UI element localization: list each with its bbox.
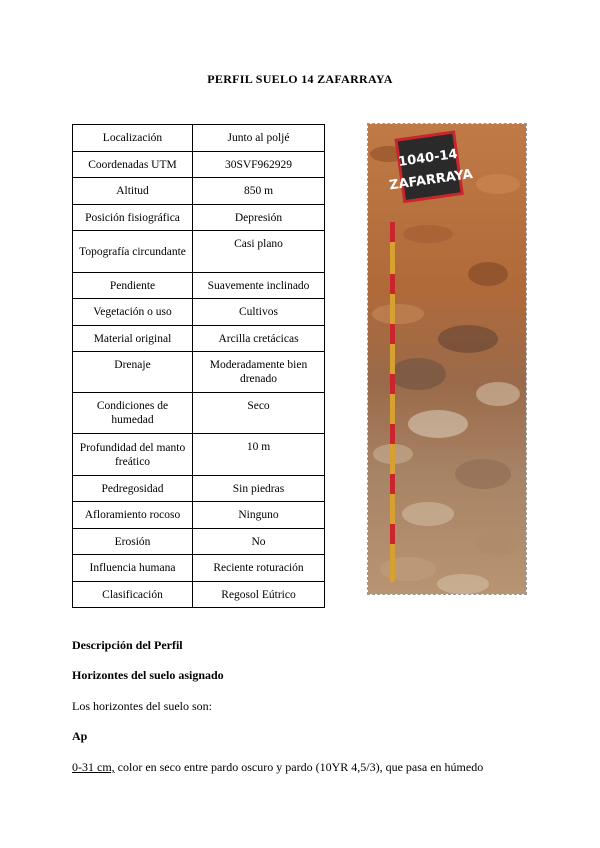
property-label: Coordenadas UTM [73, 152, 193, 178]
property-label: Material original [73, 326, 193, 352]
horizon-text: color en seco entre pardo oscuro y pardo (10YR 4,5/3), que pasa en húmedo [114, 760, 484, 774]
property-label: Afloramiento rocoso [73, 502, 193, 529]
table-row [73, 205, 325, 231]
table-row [73, 178, 325, 205]
property-value: No [193, 529, 325, 555]
horizon-name: Ap [72, 729, 88, 743]
property-value: Junto al poljé [193, 125, 325, 152]
measuring-ruler [390, 222, 395, 582]
table-row [73, 529, 325, 555]
site-properties-table [72, 124, 325, 608]
property-value: 10 m [193, 434, 325, 476]
horizon-description [72, 760, 542, 775]
table-row [73, 125, 325, 152]
sign-label-id: 1040-14 [397, 146, 459, 171]
property-label: Localización [73, 125, 193, 152]
table-row [73, 299, 325, 326]
table-row [73, 152, 325, 178]
table-row [73, 434, 325, 476]
property-value: Arcilla cretácicas [193, 326, 325, 352]
sign-label-place: ZAFARRAYA [388, 166, 474, 194]
table-row [73, 352, 325, 393]
table-row [73, 476, 325, 502]
property-value: Cultivos [193, 299, 325, 326]
property-label: Profundidad del manto freático [73, 434, 193, 476]
property-value: 30SVF962929 [193, 152, 325, 178]
property-label: Posición fisiográfica [73, 205, 193, 231]
property-label: Altitud [73, 178, 193, 205]
property-label: Topografía circundante [73, 231, 193, 273]
table-row [73, 502, 325, 529]
property-value: Ninguno [193, 502, 325, 529]
table-row [73, 555, 325, 582]
table-row [73, 393, 325, 434]
property-value: Reciente roturación [193, 555, 325, 582]
property-label: Clasificación [73, 582, 193, 608]
intro-text: Los horizontes del suelo son: [72, 699, 212, 713]
property-label: Drenaje [73, 352, 193, 393]
property-label: Pedregosidad [73, 476, 193, 502]
property-value: 850 m [193, 178, 325, 205]
page-title: PERFIL SUELO 14 ZAFARRAYA [207, 72, 393, 86]
section-subheading: Horizontes del suelo asignado [72, 668, 224, 682]
property-label: Influencia humana [73, 555, 193, 582]
property-value: Seco [193, 393, 325, 434]
property-value: Casi plano [193, 231, 325, 273]
horizon-depth: 0-31 cm, [72, 760, 115, 774]
property-value: Sin piedras [193, 476, 325, 502]
property-label: Erosión [73, 529, 193, 555]
table-row [73, 582, 325, 608]
soil-profile-photo [367, 123, 527, 595]
property-value: Suavemente inclinado [193, 273, 325, 299]
table-row [73, 273, 325, 299]
property-value: Moderadamente bien drenado [193, 352, 325, 393]
property-value: Regosol Eútrico [193, 582, 325, 608]
table-row [73, 326, 325, 352]
property-label: Condiciones de humedad [73, 393, 193, 434]
property-value: Depresión [193, 205, 325, 231]
table-row [73, 231, 325, 273]
section-heading: Descripción del Perfil [72, 638, 183, 652]
property-label: Pendiente [73, 273, 193, 299]
property-label: Vegetación o uso [73, 299, 193, 326]
